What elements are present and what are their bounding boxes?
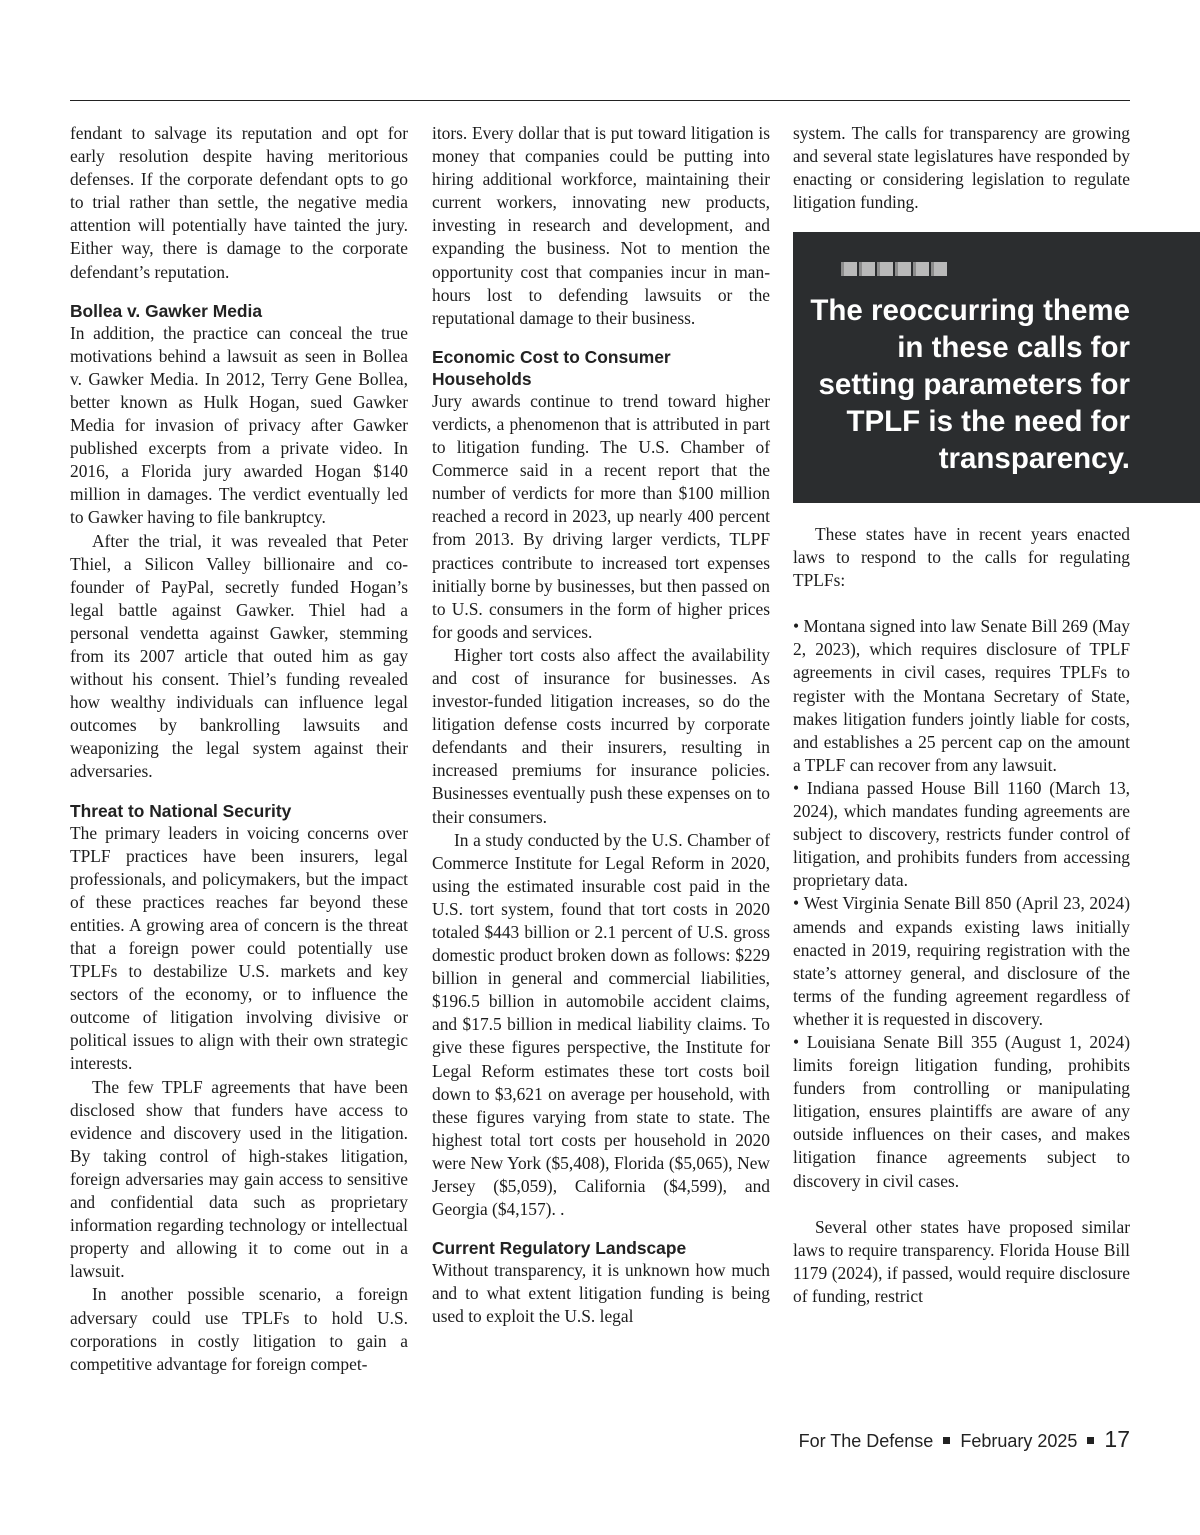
paragraph: Without transparency, it is unknown how much and to what extent litigation funding is being used to exploit the U.S. legal: [432, 1260, 770, 1327]
section-heading-regulatory-landscape: Current Regulatory Landscape: [432, 1238, 687, 1259]
paragraph: In another possible scenario, a foreign adversary could use TPLFs to hold U.S. corporations in costly litigation to gain a competitive advantage for foreign compet-: [70, 1284, 408, 1374]
paragraph: Higher tort costs also affect the availability and cost of insurance for businesses. As investor-funded litigation increases, so do the litigation defense costs incurred by corporate defendants and their insurers, resulting in increased premiums for insurance policies. Businesses eventually push these expenses on to their consumers.: [432, 644, 770, 827]
square-icon: [877, 262, 893, 276]
list-item: • Indiana passed House Bill 1160 (March 13, 2024), which mandates funding agreements are subject to discovery, restricts funder control of litigation, and prohibits funders from accessing proprietary data.: [793, 777, 1130, 892]
page-footer: [799, 1426, 1130, 1453]
square-icon: [841, 262, 857, 276]
paragraph: The primary leaders in voicing concerns over TPLF practices have been insurers, legal professionals, and policymakers, but the impact of these practices reaches far beyond these entities. A growing area of concern is the threat that a foreign power could potentially use TPLFs to destabilize U.S. markets and key sectors of the economy, or to influence the outcome of litigation involving divisive or political issues to align with their own strategic interests.: [70, 822, 408, 1074]
column-1: [70, 122, 408, 1376]
square-bullet-icon: [1087, 1437, 1094, 1444]
top-rule: [70, 100, 1130, 101]
pull-quote-text: The reoccurring theme in these calls for setting parameters for TPLF is the need for transparency.: [810, 294, 1130, 475]
state-laws-list: [793, 615, 1130, 1192]
paragraph: After the trial, it was revealed that Peter Thiel, a Silicon Valley billionaire and co-founder of PayPal, secretly funded Hogan’s legal battle against Gawker. Thiel had a personal vendetta against Gawker, stemming from its 2007 article that outed him as gay without his consent. Thiel’s funding revealed how wealthy individuals can influence legal outcomes by bankrolling lawsuits and weaponizing the legal system against their adversaries.: [70, 530, 408, 782]
paragraph: The few TPLF agreements that have been disclosed show that funders have access to evidence and discovery used in the litigation. By taking control of high-stakes litigation, foreign adversaries may gain access to sensitive and confidential data such as proprietary information regarding technology or intellectual property and allowing it to come out in a lawsuit.: [70, 1076, 408, 1282]
list-item: • Montana signed into law Senate Bill 269 (May 2, 2023), which requires disclosure of TPLF agreements in civil cases, requires TPLFs to register with the Montana Secretary of State, makes litigation funders jointly liable for costs, and establishes a 25 percent cap on the amount a TPLF can recover from any lawsuit.: [793, 615, 1130, 777]
column-3-lower: [793, 523, 1130, 1308]
pull-quote-box: [793, 232, 1200, 503]
list-item: • West Virginia Senate Bill 850 (April 23, 2024) amends and expands existing laws initially enacted in 2019, requiring registration with the state’s attorney general, and disclosure of the terms of the funding agreement regardless of whether it is requested in discovery.: [793, 892, 1130, 1031]
paragraph: system. The calls for transparency are growing and several state legislatures have responded by enacting or considering legislation to regulate litigation funding.: [793, 123, 1130, 213]
section-heading-bollea: Bollea v. Gawker Media: [70, 300, 263, 321]
page-number: 17: [1104, 1426, 1130, 1452]
paragraph: In a study conducted by the U.S. Chamber of Commerce Institute for Legal Reform in 2020, using the estimated insurable cost paid in the U.S. tort system, found that tort costs in 2020 totaled $443 billion or 2.1 percent of U.S. gross domestic product broken down as follows: $229 billion in general and commercial liabilities, $196.5 billion in automobile accident claims, and $17.5 billion in medical liability claims. To give these figures perspective, the Institute for Legal Reform estimates these tort costs boil down to $3,621 on average per household, with these figures varying from state to state. The highest total tort costs per household in 2020 were New York ($5,408), Florida ($5,065), New Jersey ($5,059), California ($4,599), and Georgia ($4,157). .: [432, 829, 770, 1220]
column-2: [432, 122, 770, 1329]
publication-name: For The Defense: [798, 1431, 934, 1451]
issue-date: February 2025: [960, 1431, 1078, 1451]
paragraph: Jury awards continue to trend toward higher verdicts, a phenomenon that is attributed in part to litigation funding. The U.S. Chamber of Commerce said in a recent report that the number of verdicts for more than $100 million reached a record in 2023, up nearly 400 percent from 2013. By driving larger verdicts, TLPF practices contribute to increased tort expenses initially borne by businesses, but then passed on to U.S. consumers in the form of higher prices for goods and services.: [432, 390, 770, 642]
paragraph: These states have in recent years enacted laws to respond to the calls for regulating TPLFs:: [793, 524, 1130, 591]
paragraph: itors. Every dollar that is put toward litigation is money that companies could be putting into hiring additional workforce, maintaining their current workers, innovating new products, investing in research and development, and expanding the business. Not to mention the opportunity cost that companies incur in man-hours lost to defending lawsuits or the reputational damage to their business.: [432, 123, 770, 328]
square-icon: [931, 262, 947, 276]
paragraph: In addition, the practice can conceal the true motivations behind a lawsuit as seen in Bollea v. Gawker Media. In 2012, Terry Gene Bollea, better known as Hulk Hogan, sued Gawker Media for invasion of privacy after Gawker published excerpts from a private video. In 2016, a Florida jury awarded Hogan $140 million in damages. The verdict eventually led to Gawker having to file bankruptcy.: [70, 322, 408, 528]
decorative-dots: [841, 262, 947, 276]
square-icon: [895, 262, 911, 276]
square-icon: [913, 262, 929, 276]
list-item: • Louisiana Senate Bill 355 (August 1, 2024) limits foreign litigation funding, prohibits funders from controlling or manipulating litigation, ensures plaintiffs are aware of any outside influences on their cases, and makes litigation finance agreements subject to discovery in civil cases.: [793, 1031, 1130, 1193]
paragraph: Several other states have proposed similar laws to require transparency. Florida House Bill 1179 (2024), if passed, would require disclosure of funding, restrict: [793, 1216, 1130, 1306]
section-heading-economic-cost: Economic Cost to Consumer Households: [432, 346, 671, 389]
square-bullet-icon: [943, 1437, 950, 1444]
square-icon: [859, 262, 875, 276]
section-heading-national-security: Threat to National Security: [70, 800, 292, 821]
paragraph: fendant to salvage its reputation and opt for early resolution despite having meritorious defenses. If the corporate defendant opts to go to trial rather than settle, the negative media attention will potentially have tainted the jury. Either way, there is damage to the corporate defendant’s reputation.: [70, 123, 408, 282]
column-3: [793, 122, 1130, 214]
